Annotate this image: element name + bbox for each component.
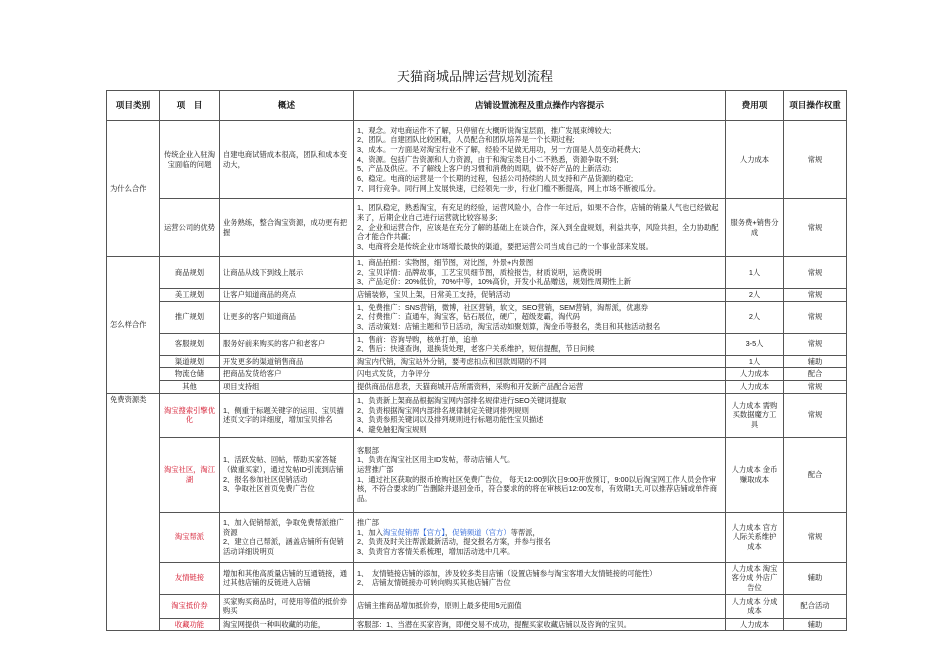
weight-cell: 配合: [784, 437, 847, 512]
header-item: 项 目: [160, 91, 220, 121]
step-line: 1、售前：咨询导购，核单打单，追单: [357, 334, 478, 344]
step-line: 1、负责新上架商品根据淘宝网内部排名规律进行SEO关键词提取: [357, 395, 567, 405]
header-cost: 费用项: [726, 91, 784, 121]
item-cell: 推广规划: [160, 301, 220, 333]
steps-cell: 提供商品信息表，天猫商城开店所需资料，采购和开发新产品配合运营: [354, 381, 726, 394]
table-row: [107, 301, 847, 333]
weight-cell: 辅助: [784, 562, 847, 594]
cost-cell: 服务费+销售分成: [726, 199, 784, 257]
step-line: 2、团队。自建团队比较困难，人员配合和团队培养是一个长期过程;: [357, 135, 575, 145]
table-row: [107, 562, 847, 594]
step-line: 运营推广部: [357, 465, 394, 474]
table-row: [107, 381, 847, 394]
operations-plan-table: [106, 90, 847, 631]
table-row: [107, 257, 847, 289]
weight-cell: 常规: [784, 381, 847, 394]
cost-cell: 人力成本: [726, 368, 784, 381]
step-line: 3、电商将会是传统企业市场增长最快的渠道，要把运营公司当成自己的一个事业部来发展。: [357, 241, 653, 251]
weight-cell: 常规: [784, 289, 847, 302]
item-cell: 收藏功能: [160, 618, 220, 631]
steps-cell: [354, 257, 726, 289]
step-line: 6、稳定。电商的运营是一个长期的过程，包括公司持续的人员支持和产品货源的稳定;: [357, 173, 634, 183]
step-line: 3、负责官方客情关系梳理，增加活动选中几率。: [357, 546, 515, 556]
step-line: 1、加入淘宝促销帮【官方】，促销频道（官方）等帮派，: [357, 527, 540, 537]
cost-cell: 2人: [726, 289, 784, 302]
step-line: 4、避免触犯淘宝规则: [357, 424, 427, 434]
item-cell: 淘宝抵价券: [160, 594, 220, 618]
overview-cell: 自建电商试错成本很高，团队和成本变动大，: [220, 121, 354, 199]
item-cell: 运营公司的优势: [160, 199, 220, 257]
step-line: 2、 店铺友情链接办可转向购买其他店铺广告位: [357, 578, 511, 588]
step-line: 2、企业和运营合作，应该是在充分了解的基础上在谈合作，深入到全盘规划，利益共享，风险共担，全力协助配合才能合作共赢;: [357, 222, 719, 242]
cost-cell: 人力成本: [726, 381, 784, 394]
table-row: [107, 199, 847, 257]
steps-cell: [354, 562, 726, 594]
cost-cell: 1人: [726, 257, 784, 289]
steps-cell: 客服部：1、当潜在买家咨询，即便交易不成功，提醒买家收藏店铺以及咨询的宝贝。: [354, 618, 726, 631]
overview-cell: 淘宝网提供一种叫收藏的功能，: [220, 618, 354, 631]
table-row: [107, 393, 847, 437]
step-line: 2、售后：快速查询，退换货处理，老客户关系维护，短信提醒，节日问候: [357, 344, 595, 354]
item-cell: 渠道规划: [160, 355, 220, 368]
cost-cell: 1人: [726, 355, 784, 368]
step-line: 1、商品拍照：实物图，细节图，对比图，外景+内景图: [357, 258, 534, 268]
header-row: [107, 91, 847, 121]
overview-cell: 让商品从线下到线上展示: [220, 257, 354, 289]
weight-cell: 辅助: [784, 618, 847, 631]
item-cell: 淘宝搜索引擎优化: [160, 393, 220, 437]
overview-cell: 开发更多的渠道销售商品: [220, 355, 354, 368]
step-line: 3、产品定价：20%低价，70%中等，10%高价，开发小礼品赠送，规划性周期性上新: [357, 277, 632, 287]
steps-cell: 闪电式发货，力争评分: [354, 368, 726, 381]
table-row: [107, 437, 847, 512]
step-line: 7、同行竞争。同行网上发展快速，已经领先一步，行业门槛不断提高，网上市场不断被瓜分。: [357, 183, 661, 193]
header-steps: 店铺设置流程及重点操作内容提示: [354, 91, 726, 121]
overview-cell: 让更多的客户知道商品: [220, 301, 354, 333]
step-line: 4、资源。包括广告资源和人力资源，由于和淘宝类目小二不熟悉，资源争取不到;: [357, 154, 619, 164]
step-line: 推广部: [357, 517, 379, 527]
steps-cell: [354, 437, 726, 512]
step-line: 5、产品及供应。不了解线上客户的习惯和消费的周期，做不好产品的上新活动;: [357, 164, 612, 174]
steps-cell: [354, 512, 726, 562]
link-promo-channel[interactable]: 促销频道（官方）: [452, 527, 511, 537]
overview-cell: 1、活跃发帖、回帖，帮助买家答疑（做重买家），通过发帖ID引流到店铺 2、报名参加社区促销活动 3、争取社区首页免费广告位: [220, 437, 354, 512]
weight-cell: 常规: [784, 121, 847, 199]
step-line: 1、负责在淘宝社区用主ID发帖，带动店铺人气。: [357, 455, 515, 465]
overview-cell: 把商品发货给客户: [220, 368, 354, 381]
item-cell: 客服规划: [160, 333, 220, 355]
item-cell: 淘宝帮派: [160, 512, 220, 562]
document-title: 天猫商城品牌运营规划流程: [396, 69, 553, 84]
steps-cell: [354, 301, 726, 333]
table-row: [107, 594, 847, 618]
cost-cell: 人力成本 分成成本: [726, 594, 784, 618]
step-line: 客服部: [357, 445, 379, 455]
overview-cell: 增加和其他高质量店铺的互通链接，通过其他店铺的反链进入店铺: [220, 562, 354, 594]
step-line: 1、观念。对电商运作不了解，只停留在大概听说淘宝层面，推广发展束缚较大;: [357, 125, 612, 135]
weight-cell: 常规: [784, 333, 847, 355]
cost-cell: 人力成本 官方人际关系维护成本: [726, 512, 784, 562]
table-row: [107, 121, 847, 199]
overview-cell: 业务熟练，整合淘宝资源，成功更有把握: [220, 199, 354, 257]
header-weight: 项目操作权重: [784, 91, 847, 121]
step-line: 1、通过社区获取的报币抢购社区免费广告位， 每天12:00到次日9:00开放预订，9:00以后淘宝网工作人员会作审核，不符合要求的广告删除并退回金币，符合要求的的将在审核后12:00发布，有效期1天,可以推荐店铺或单件商品。: [357, 474, 717, 503]
cost-cell: 3-5人: [726, 333, 784, 355]
item-cell: 商品规划: [160, 257, 220, 289]
overview-cell: 服务好前来购买的客户和老客户: [220, 333, 354, 355]
overview-cell: 1、加入促销帮派，争取免费帮派推广资源 2、建立自己帮派，涵盖店铺所有促销活动详细说明页: [220, 512, 354, 562]
cost-cell: 人力成本 淘宝客分成 外店广告位: [726, 562, 784, 594]
step-line: 3、负责参照关键词以及排列规则进行标题功能性宝贝描述: [357, 415, 544, 425]
weight-cell: 配合: [784, 368, 847, 381]
table-row: [107, 289, 847, 302]
weight-cell: 辅助: [784, 355, 847, 368]
table-row: [107, 355, 847, 368]
steps-cell: [354, 121, 726, 199]
weight-cell: 常规: [784, 199, 847, 257]
link-promo-group[interactable]: 淘宝促销帮【官方】: [382, 527, 445, 537]
overview-cell: 项目支持组: [220, 381, 354, 394]
steps-cell: [354, 393, 726, 437]
weight-cell: 配合活动: [784, 594, 847, 618]
overview-cell: 1、侧重于标题关键字的运用、宝贝描述页文字的详细度，增加宝贝排名: [220, 393, 354, 437]
category-cell: 怎么样合作: [107, 257, 160, 394]
weight-cell: 常规: [784, 512, 847, 562]
item-cell: 友情链接: [160, 562, 220, 594]
overview-cell: 买家购买商品时，可使用等值的抵价券购买: [220, 594, 354, 618]
cost-cell: 人力成本 需购买数据魔方工具: [726, 393, 784, 437]
step-line: 3、活动策划：店铺主题和节日活动，淘宝活动如聚划算，淘金币等报名，类目和其他活动报名: [357, 321, 661, 331]
step-line: 1、团队稳定，熟悉淘宝，有充足的经验，运营风险小，合作一年过后，如果不合作，店铺的销量人气也已经做起来了，后期企业自己进行运营就比较容易多;: [357, 203, 719, 223]
item-cell: 其他: [160, 381, 220, 394]
step-line: 2、宝贝详情：品牌故事，工艺宝贝细节图，质检报告，材质说明，运费说明: [357, 267, 602, 277]
steps-cell: 淘宝内代销，淘宝站外分销，要考虑扣点和回款周期的不同: [354, 355, 726, 368]
item-cell: 物流仓储: [160, 368, 220, 381]
item-cell: 淘宝社区，淘江湖: [160, 437, 220, 512]
cost-cell: 人力成本: [726, 121, 784, 199]
weight-cell: 常规: [784, 257, 847, 289]
step-line: 2、负责及时关注帮派最新活动，提交报名方案，并参与报名: [357, 537, 551, 547]
step-line: 2、付费推广：直通车，淘宝客，钻石展位，硬广，超级麦霸，淘代码: [357, 312, 580, 322]
weight-cell: 常规: [784, 301, 847, 333]
cost-cell: 2人: [726, 301, 784, 333]
step-line: 1、 友情链接店铺的添加，涉及较多类目店铺（设置店铺参与淘宝客增大友情链接的可能性）: [357, 568, 657, 578]
table-row: [107, 368, 847, 381]
header-category: 项目类别: [107, 91, 160, 121]
category-cell: 免费资源类: [107, 393, 160, 631]
table-row: [107, 618, 847, 631]
item-cell: 传统企业入驻淘宝面临的问题: [160, 121, 220, 199]
category-cell: 为什么合作: [107, 121, 160, 257]
cost-cell: 人力成本: [726, 618, 784, 631]
cost-cell: 人力成本 金币赚取成本: [726, 437, 784, 512]
item-cell: 美工规划: [160, 289, 220, 302]
weight-cell: 常规: [784, 393, 847, 437]
steps-cell: 店铺主推商品增加抵价券，原则上最多使用5元面值: [354, 594, 726, 618]
steps-cell: [354, 333, 726, 355]
table-row: [107, 333, 847, 355]
table-row: [107, 512, 847, 562]
steps-cell: [354, 199, 726, 257]
step-line: 2、负责根据淘宝网内部排名规律制定关键词排列规则: [357, 405, 529, 415]
step-line: 3、成本。一方面是对淘宝行业不了解，经验不足做无用功，另一方面是人员变动耗费大;: [357, 145, 641, 155]
overview-cell: 让客户知道商品的亮点: [220, 289, 354, 302]
header-overview: 概述: [220, 91, 354, 121]
step-line: 1、免费推广：SNS营销，微博，社区营销，软文，SEO营销，SEM营销，淘帮派，优惠券: [357, 302, 649, 312]
steps-cell: 店铺装修，宝贝上架，日常美工支持，促销活动: [354, 289, 726, 302]
